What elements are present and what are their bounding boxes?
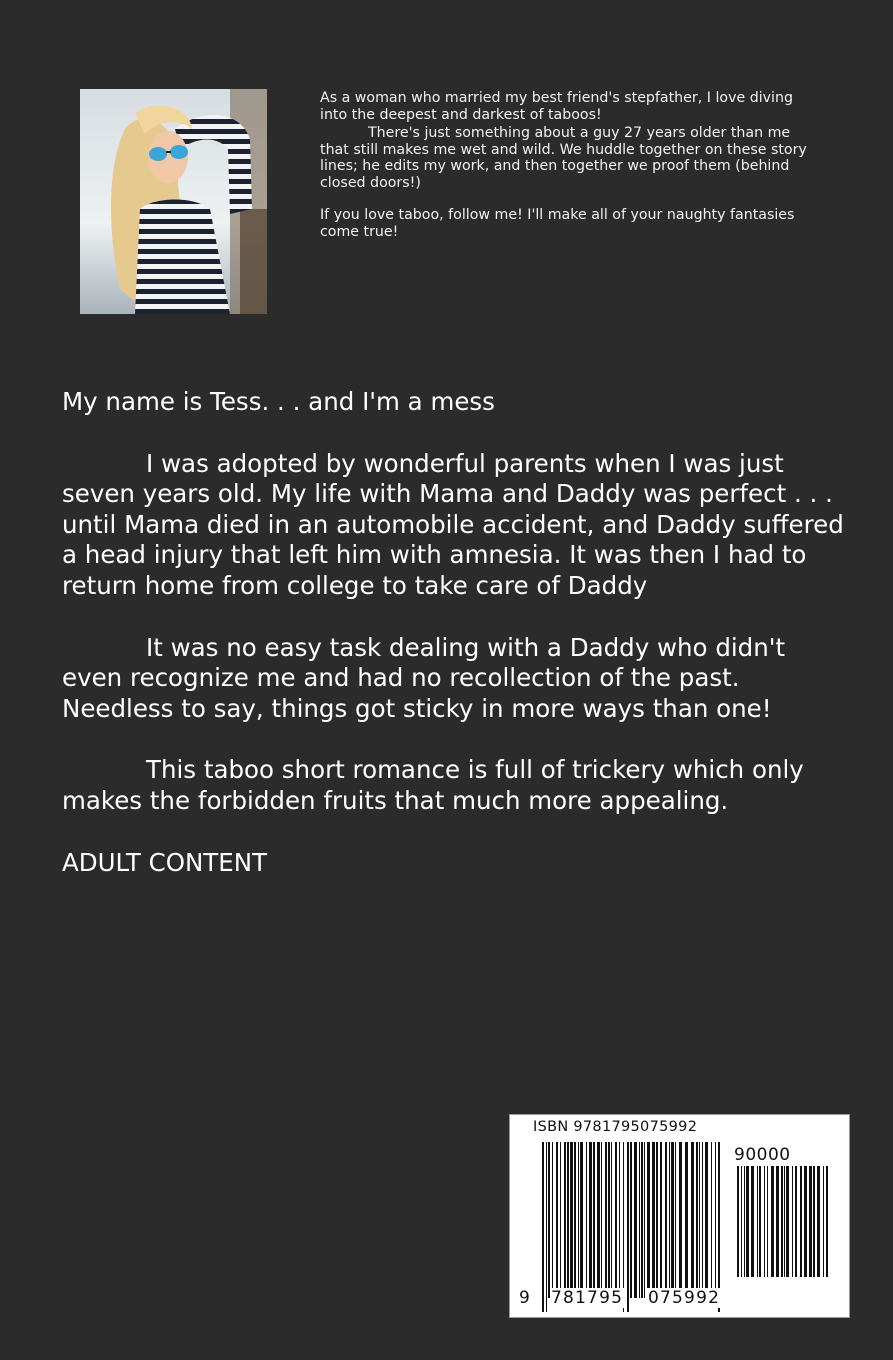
barcode-bar: [639, 1142, 640, 1298]
barcode-bar: [696, 1142, 698, 1298]
barcode-bar: [751, 1166, 754, 1277]
addon-barcode-bars: [737, 1166, 829, 1291]
barcode-bar: [580, 1142, 583, 1298]
barcode-bar: [564, 1142, 566, 1298]
barcode-bar: [574, 1142, 576, 1298]
barcode-bar: [641, 1142, 643, 1298]
barcode-bar: [634, 1142, 637, 1298]
barcode-bar: [691, 1142, 694, 1298]
barcode-bar: [800, 1166, 802, 1277]
author-bio-paragraph: As a woman who married my best friend's stepfather, I love diving into the deepest and darkest of taboos!: [320, 90, 793, 123]
barcode-bar: [619, 1142, 620, 1298]
barcode-bar: [744, 1166, 745, 1277]
barcode-bar: [702, 1142, 703, 1298]
barcode-bar: [630, 1142, 632, 1298]
barcode-bar: [615, 1142, 617, 1298]
barcode-bar: [759, 1166, 761, 1277]
isbn-label: ISBN 9781795075992: [533, 1119, 698, 1135]
barcode-bar: [786, 1166, 789, 1277]
isbn-digit-prefix: 9: [519, 1288, 532, 1308]
barcode-bar: [660, 1142, 662, 1298]
barcode-bar: [795, 1166, 797, 1277]
barcode-bar: [548, 1142, 550, 1298]
barcode-bar: [665, 1142, 667, 1298]
barcode-bar: [711, 1142, 712, 1298]
barcode-bar: [776, 1166, 779, 1277]
blurb-paragraph: I was adopted by wonderful parents when I was just seven years old. My life with Mama and Daddy was perfect . . . until Mama died in an automobile accident, and Daddy suffered a head injury that left him with amnesia. It was then I had to return home from college to take care of Daddy: [62, 448, 844, 600]
barcode-bar: [679, 1142, 682, 1298]
barcode-bar: [705, 1142, 708, 1298]
barcode-bar: [685, 1142, 688, 1298]
barcode-bar: [601, 1142, 602, 1298]
barcode-bar: [593, 1142, 595, 1298]
barcode-bar: [546, 1142, 547, 1312]
barcode-bar: [589, 1142, 592, 1298]
barcode-bar: [781, 1166, 783, 1277]
barcode-bars: [542, 1142, 722, 1312]
adult-content-label: ADULT CONTENT: [62, 847, 268, 877]
barcode-bar: [611, 1142, 612, 1298]
barcode-bar: [817, 1166, 820, 1277]
barcode-bar: [542, 1142, 544, 1312]
barcode-bar: [627, 1142, 629, 1312]
barcode-bar: [809, 1166, 812, 1277]
author-photo: [80, 89, 267, 314]
barcode-bar: [675, 1142, 676, 1298]
barcode-bar: [605, 1142, 607, 1298]
barcode-bar: [784, 1166, 785, 1277]
blurb-opening: My name is Tess. . . and I'm a mess: [62, 387, 495, 416]
book-blurb: [62, 387, 852, 878]
barcode-bar: [570, 1142, 573, 1298]
author-bio: [320, 90, 820, 240]
barcode-bar: [567, 1142, 569, 1298]
barcode-bar: [652, 1142, 655, 1298]
blurb-paragraph: This taboo short romance is full of trickery which only makes the forbidden fruits that much more appealing.: [62, 755, 804, 815]
barcode-bar: [804, 1166, 807, 1277]
isbn-digits-left: 781795: [551, 1288, 624, 1308]
barcode-bar: [715, 1142, 716, 1298]
author-bio-paragraph: There's just something about a guy 27 years older than me that still makes me wet and wild. We huddle together on these story lines; he edits my work, and then together we proof them (behind closed doors!): [320, 125, 807, 191]
blurb-paragraph: It was no easy task dealing with a Daddy who didn't even recognize me and had no recollection of the past. Needless to say, things got sticky in more ways than one!: [62, 632, 786, 723]
barcode-bar: [578, 1142, 579, 1298]
barcode-bar: [771, 1166, 774, 1277]
barcode-bar: [597, 1142, 600, 1298]
barcode-bar: [556, 1142, 558, 1298]
barcode-bar: [826, 1166, 828, 1277]
barcode-bar: [644, 1142, 645, 1298]
barcode-bar: [608, 1142, 610, 1298]
barcode-bar: [746, 1166, 749, 1277]
barcode-bar: [586, 1142, 587, 1298]
barcode-bar: [552, 1142, 553, 1298]
barcode-bar: [699, 1142, 700, 1298]
author-bio-paragraph: If you love taboo, follow me! I'll make all of your naughty fantasies come true!: [320, 207, 795, 240]
barcode-bar: [757, 1166, 758, 1277]
barcode-bar: [737, 1166, 739, 1277]
price-code: 90000: [734, 1145, 791, 1165]
barcode-bar: [560, 1142, 561, 1298]
barcode-bar: [741, 1166, 742, 1277]
isbn-barcode: [509, 1114, 850, 1318]
barcode-bar: [671, 1142, 674, 1298]
barcode-bar: [647, 1142, 650, 1298]
barcode-bar: [656, 1142, 658, 1298]
isbn-digits-right: 075992: [648, 1288, 721, 1308]
barcode-bar: [718, 1142, 720, 1312]
barcode-bar: [623, 1142, 624, 1312]
barcode-bar: [792, 1166, 793, 1277]
barcode-bar: [813, 1166, 815, 1277]
barcode-bar: [767, 1166, 768, 1277]
barcode-bar: [669, 1142, 670, 1298]
barcode-bar: [823, 1166, 824, 1277]
barcode-bar: [764, 1166, 765, 1277]
